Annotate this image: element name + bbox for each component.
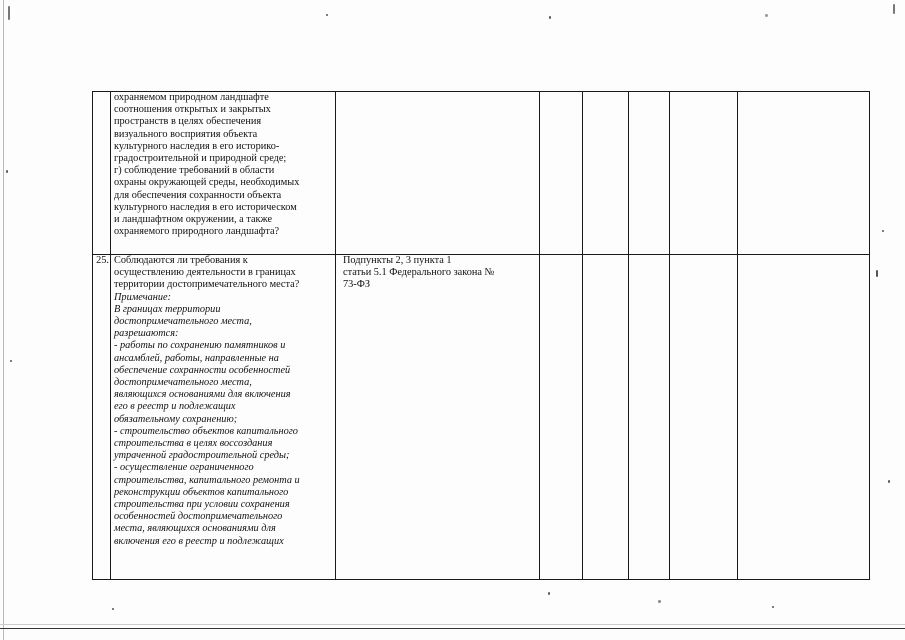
scan-speck bbox=[10, 360, 12, 362]
scan-speck bbox=[893, 4, 895, 14]
question-line: осуществлению деятельности в границах bbox=[114, 267, 296, 279]
scan-speck bbox=[772, 606, 774, 608]
question-line: соотношения открытых и закрытых bbox=[114, 104, 271, 116]
note-line: - осуществление ограниченного bbox=[114, 462, 254, 474]
reference-line: статьи 5.1 Федерального закона № bbox=[343, 267, 495, 279]
row-number bbox=[93, 92, 111, 255]
question-line: градостроительной и природной среде; bbox=[114, 153, 287, 165]
comment-cell bbox=[738, 255, 870, 580]
note-line: ансамблей, работы, направленные на bbox=[114, 352, 279, 364]
reference-line: 73-ФЗ bbox=[343, 279, 371, 291]
note-line: строительства при условии сохранения bbox=[114, 499, 290, 511]
answer-na-cell bbox=[629, 92, 670, 255]
reference-cell bbox=[336, 92, 540, 255]
table-row bbox=[93, 92, 870, 255]
note-line: утраченной градостроительной среды; bbox=[114, 450, 290, 462]
question-line: визуального восприятия объекта bbox=[114, 128, 258, 140]
scan-speck bbox=[549, 16, 551, 19]
question-line: охраняемом природном ландшафте bbox=[114, 92, 269, 103]
reference-line: Подпункты 2, 3 пункта 1 bbox=[343, 255, 452, 266]
scan-speck bbox=[6, 170, 8, 173]
question-line: охраняемого природного ландшафта? bbox=[114, 226, 280, 238]
scan-speck bbox=[882, 230, 884, 232]
note-line: достопримечательного места, bbox=[114, 316, 252, 328]
row-number: 25. bbox=[93, 255, 111, 580]
question-line: культурного наследия в его историческом bbox=[114, 201, 297, 213]
question-line: Соблюдаются ли требования к bbox=[114, 255, 248, 266]
note-line: - работы по сохранению памятников и bbox=[114, 340, 286, 352]
note-line: обеспечение сохранности особенностей bbox=[114, 364, 291, 376]
answer-extra-cell bbox=[670, 255, 738, 580]
scan-speck bbox=[326, 14, 328, 16]
reference-cell bbox=[336, 255, 540, 580]
scan-edge-bottom-faint bbox=[0, 624, 905, 625]
question-cell bbox=[111, 255, 336, 580]
table-row bbox=[93, 255, 870, 580]
note-line: В границах территории bbox=[114, 303, 221, 315]
question-line: пространств в целях обеспечения bbox=[114, 116, 262, 128]
note-line: достопримечательного места, bbox=[114, 377, 252, 389]
note-line: - строительство объектов капитального bbox=[114, 425, 298, 437]
note-line: особенностей достопримечательного bbox=[114, 511, 283, 523]
question-line: и ландшафтном окружении, а также bbox=[114, 214, 273, 226]
note-line: строительства в целях воссоздания bbox=[114, 438, 273, 450]
scan-speck bbox=[876, 270, 878, 277]
scan-speck bbox=[112, 608, 114, 610]
answer-no-cell bbox=[583, 92, 629, 255]
note-line: строительства, капитального ремонта и bbox=[114, 474, 300, 486]
question-line: территории достопримечательного места? bbox=[114, 279, 300, 291]
scan-speck bbox=[765, 14, 768, 17]
note-line: являющихся основаниями для включения bbox=[114, 389, 291, 401]
question-line: охраны окружающей среды, необходимых bbox=[114, 177, 300, 189]
scan-speck bbox=[548, 592, 550, 595]
answer-yes-cell bbox=[540, 92, 583, 255]
note-line: разрешаются: bbox=[114, 328, 179, 340]
answer-extra-cell bbox=[670, 92, 738, 255]
question-line: культурного наследия в его историко- bbox=[114, 140, 280, 152]
note-line: места, являющихся основаниями для bbox=[114, 523, 276, 535]
scan-edge-bottom bbox=[0, 628, 905, 629]
answer-yes-cell bbox=[540, 255, 583, 580]
note-line: его в реестр и подлежащих bbox=[114, 401, 236, 413]
note-line: Примечание: bbox=[114, 291, 172, 303]
note-line: реконструкции объектов капитального bbox=[114, 486, 289, 498]
scan-speck bbox=[888, 480, 890, 483]
checklist-table bbox=[92, 91, 870, 580]
comment-cell bbox=[738, 92, 870, 255]
note-line: включения его в реестр и подлежащих bbox=[114, 535, 284, 547]
question-line: г) соблюдение требований в области bbox=[114, 165, 275, 177]
scan-speck bbox=[8, 6, 10, 20]
note-line: обязательному сохранению; bbox=[114, 413, 238, 425]
question-line: для обеспечения сохранности объекта bbox=[114, 189, 282, 201]
answer-no-cell bbox=[583, 255, 629, 580]
scan-edge-left bbox=[3, 0, 4, 640]
scan-speck bbox=[658, 600, 661, 603]
question-cell bbox=[111, 92, 336, 255]
answer-na-cell bbox=[629, 255, 670, 580]
